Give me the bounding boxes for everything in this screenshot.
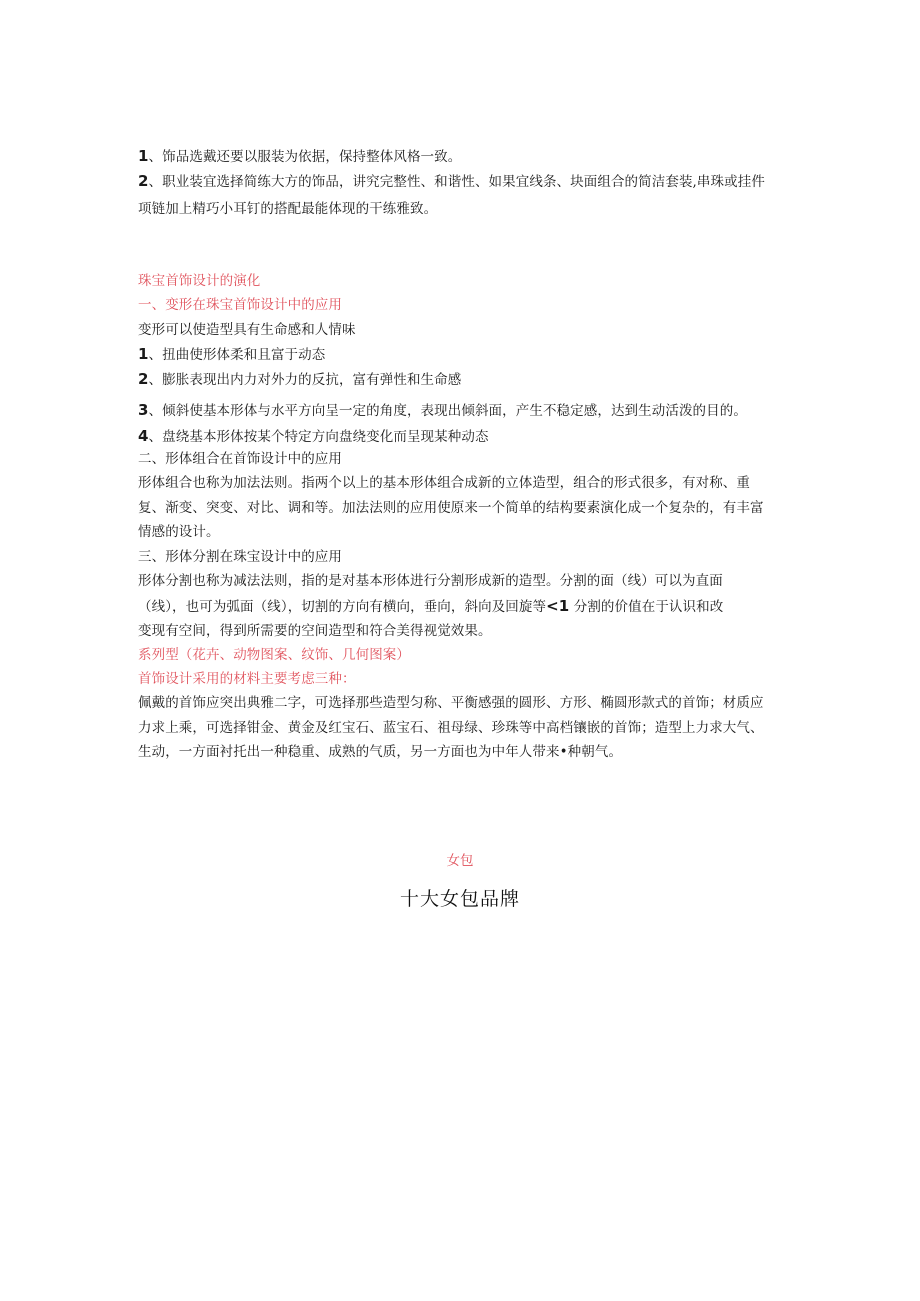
list-number: 1 [138, 345, 149, 363]
deform-item-1 [138, 345, 325, 364]
intro-item-1 [138, 147, 461, 166]
list-text: 、扭曲使形体柔和且富于动态 [148, 347, 326, 363]
bags-title: 十大女包品牌 [399, 888, 520, 910]
list-number: 1 [138, 147, 149, 165]
series-heading: 系列型（花卉、动物图案、纹饰、几何图案） [138, 647, 410, 663]
list-number: 2 [138, 172, 149, 190]
deform-item-3 [138, 401, 747, 420]
list-number: 4 [138, 427, 149, 445]
section3-heading: 三、形体分割在珠宝设计中的应用 [138, 549, 342, 565]
list-text: 、职业装宜选择简练大方的饰品，讲究完整性、和谐性、如果宜线条、块面组合的简洁套装,串珠或挂件 [148, 174, 765, 190]
section2-paragraph-line: 形体组合也称为加法法则。指两个以上的基本形体组合成新的立体造型，组合的形式很多，有对称、重 [138, 475, 750, 491]
section-heading-evolution: 珠宝首饰设计的演化 [138, 273, 261, 289]
section1-intro: 变形可以使造型具有生命感和人情味 [138, 322, 356, 338]
list-number: 2 [138, 370, 149, 388]
section2-paragraph-line: 情感的设计。 [138, 524, 220, 540]
section3-paragraph-line: 变现有空间，得到所需要的空间造型和符合美得视觉效果。 [138, 623, 492, 639]
section1-heading: 一、变形在珠宝首饰设计中的应用 [138, 297, 342, 313]
materials-paragraph-line: 生动，一方面衬托出一种稳重、成熟的气质，另一方面也为中年人带来•种朝气。 [138, 744, 623, 760]
bags-label: 女包 [446, 853, 474, 869]
deform-item-2 [138, 370, 461, 389]
materials-heading: 首饰设计采用的材料主要考虑三种： [138, 671, 356, 687]
materials-paragraph-line: 佩戴的首饰应突出典雅二字，可选择那些造型匀称、平衡感强的圆形、方形、椭圆形款式的首饰；材质应 [138, 695, 764, 711]
intro-item-2-continued: 项链加上精巧小耳钉的搭配最能体现的干练雅致。 [138, 201, 438, 217]
list-text: 、膨胀表现出内力对外力的反抗，富有弹性和生命感 [148, 372, 462, 388]
list-text: 、倾斜使基本形体与水平方向呈一定的角度，表现出倾斜面，产生不稳定感，达到生动活泼的目的。 [148, 403, 747, 419]
list-text: 、饰品选戴还要以服装为依据，保持整体风格一致。 [148, 149, 462, 165]
list-text: 、盘绕基本形体按某个特定方向盘绕变化而呈现某种动态 [148, 429, 489, 445]
section3-paragraph-line [138, 597, 723, 616]
text-segment: （线），也可为弧面（线），切割的方向有横向，垂向，斜向及回旋等 [138, 599, 547, 615]
section2-paragraph-line: 复、渐变、突变、对比、调和等。加法法则的应用使原来一个简单的结构要素演化成一个复杂的，有丰富 [138, 500, 764, 516]
deform-item-4 [138, 427, 489, 446]
list-number: 3 [138, 401, 149, 419]
materials-paragraph-line: 力求上乘，可选择钳金、黄金及红宝石、蓝宝石、祖母绿、珍珠等中高档镶嵌的首饰；造型上力求大气、 [138, 720, 764, 736]
text-segment: 分割的价值在于认识和改 [569, 599, 724, 615]
section2-heading: 二、形体组合在首饰设计中的应用 [138, 451, 342, 467]
inline-number: <1 [546, 597, 570, 615]
intro-item-2 [138, 172, 765, 191]
section3-paragraph-line: 形体分割也称为减法法则，指的是对基本形体进行分割形成新的造型。分割的面（线）可以为直面 [138, 573, 723, 589]
